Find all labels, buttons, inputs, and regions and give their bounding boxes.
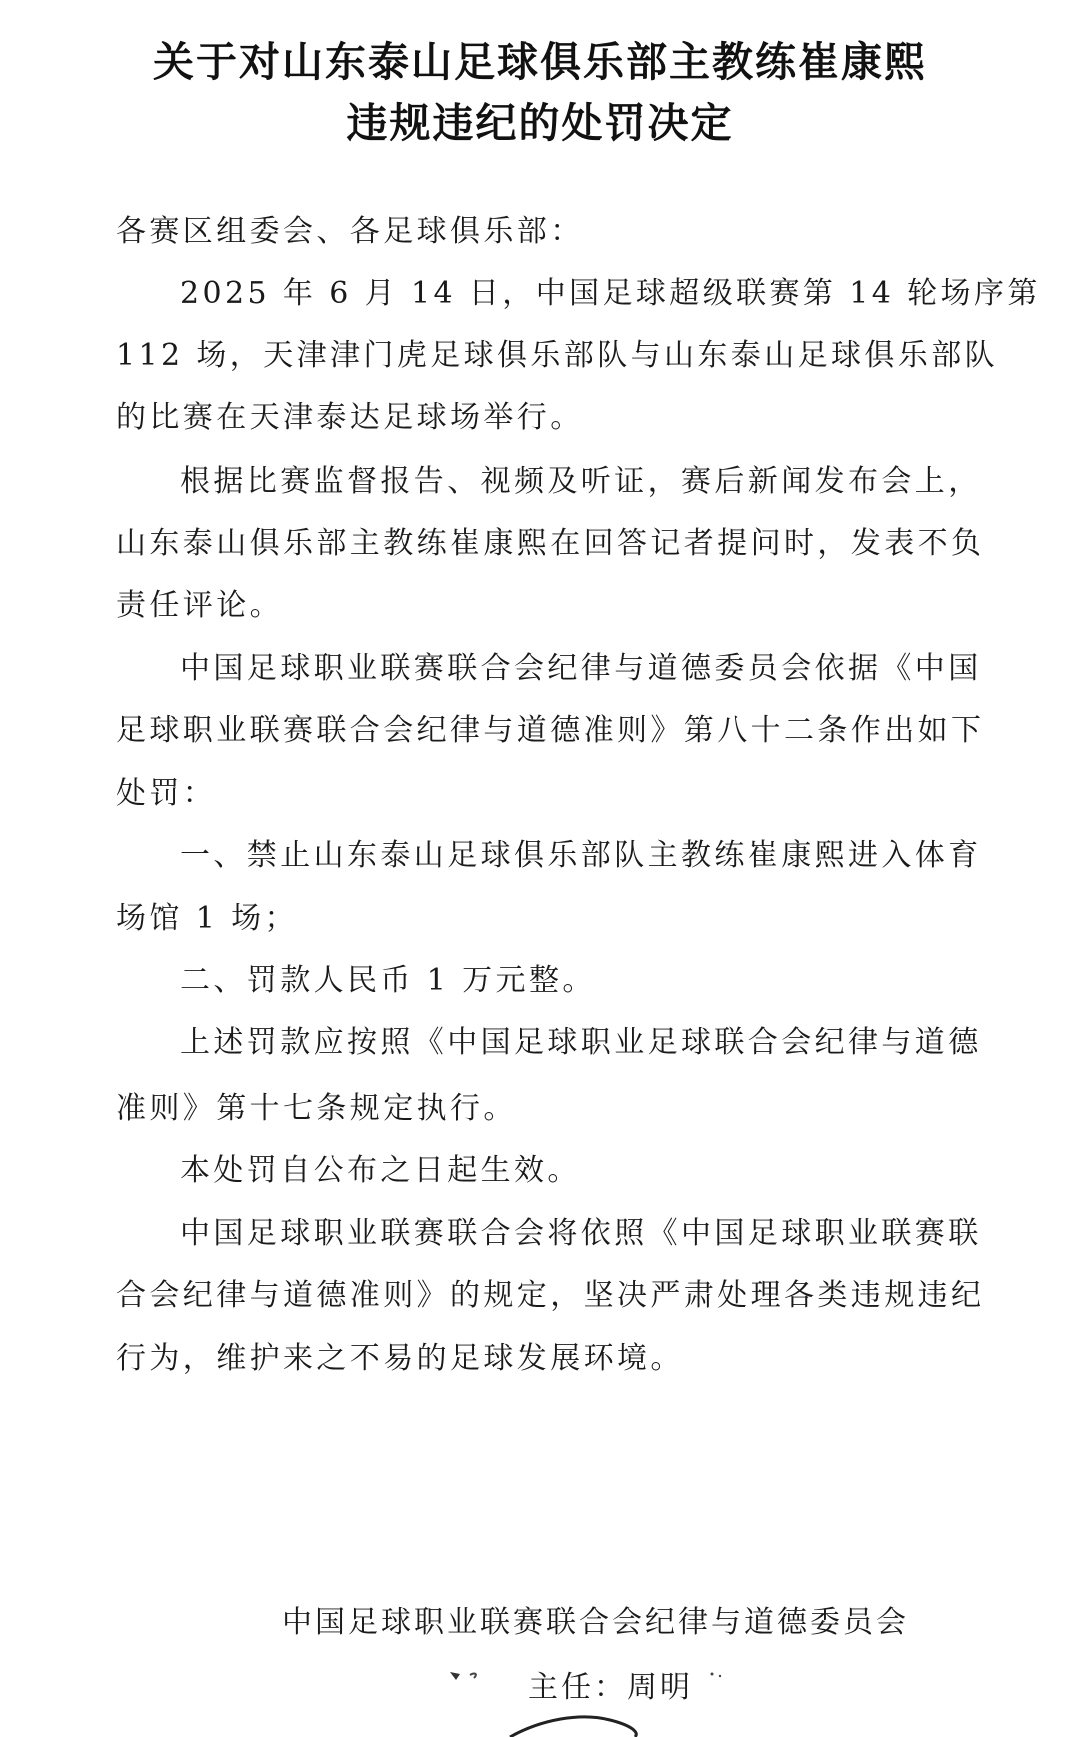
paragraph-3-line-1: 中国足球职业联赛联合会纪律与道德委员会依据《中国 xyxy=(180,651,982,686)
salutation: 各赛区组委会、各足球俱乐部： xyxy=(116,214,584,249)
paragraph-5-line-1: 二、罚款人民币 1 万元整。 xyxy=(180,963,596,998)
paragraph-8-line-1: 中国足球职业联赛联合会将依照《中国足球职业联赛联 xyxy=(180,1216,982,1251)
document-title-line-1: 关于对山东泰山足球俱乐部主教练崔康熙 xyxy=(153,38,927,86)
paragraph-2-line-1: 根据比赛监督报告、视频及听证，赛后新闻发布会上， xyxy=(180,464,982,499)
paragraph-1-line-3: 的比赛在天津泰达足球场举行。 xyxy=(116,400,584,435)
paragraph-8-line-2: 合会纪律与道德准则》的规定，坚决严肃处理各类违规违纪 xyxy=(116,1278,985,1313)
signatory-organization: 中国足球职业联赛联合会纪律与道德委员会 xyxy=(282,1605,909,1640)
paragraph-6-line-2: 准则》第十七条规定执行。 xyxy=(116,1091,517,1126)
paragraph-2-line-2: 山东泰山俱乐部主教练崔康熙在回答记者提问时，发表不负 xyxy=(116,526,985,561)
paragraph-3-line-2: 足球职业联赛联合会纪律与道德准则》第八十二条作出如下 xyxy=(116,713,985,748)
signatory-director: 主任：周明 xyxy=(528,1670,693,1705)
paragraph-1-line-2: 112 场，天津津门虎足球俱乐部队与山东泰山足球俱乐部队 xyxy=(116,338,998,373)
paragraph-4-line-1: 一、禁止山东泰山足球俱乐部队主教练崔康熙进入体育 xyxy=(180,838,982,873)
document-title-line-2: 违规违纪的处罚决定 xyxy=(346,99,734,147)
paragraph-8-line-3: 行为，维护来之不易的足球发展环境。 xyxy=(116,1341,684,1376)
paragraph-6-line-1: 上述罚款应按照《中国足球职业足球联合会纪律与道德 xyxy=(180,1025,982,1060)
paragraph-1-line-1: 2025 年 6 月 14 日，中国足球超级联赛第 14 轮场序第 xyxy=(180,276,1041,311)
paragraph-7-line-1: 本处罚自公布之日起生效。 xyxy=(180,1153,581,1188)
paragraph-3-line-3: 处罚： xyxy=(116,776,217,811)
paragraph-2-line-3: 责任评论。 xyxy=(116,588,283,623)
paragraph-4-line-2: 场馆 1 场； xyxy=(116,901,298,936)
